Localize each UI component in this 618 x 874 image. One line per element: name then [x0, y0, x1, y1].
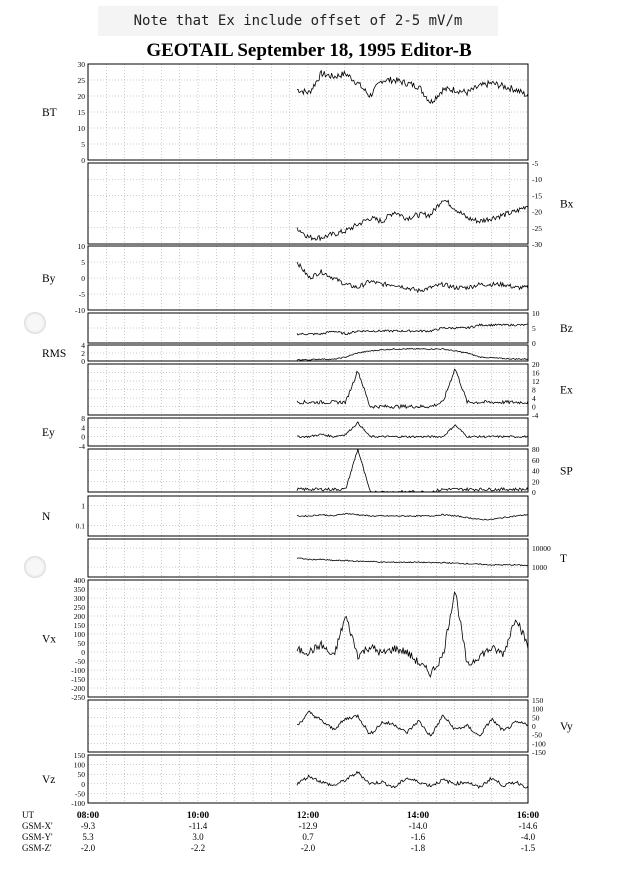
panel-frame: [88, 418, 528, 446]
data-trace-bx: [297, 200, 528, 240]
tick-label-ey: -4: [78, 442, 85, 451]
tick-label-vy: -50: [532, 730, 542, 740]
panel-label-vz: Vz: [42, 774, 56, 786]
gsm-z-value: -2.0: [80, 843, 96, 853]
tick-label-sp: 20: [532, 477, 540, 487]
tick-label-vx: 100: [73, 630, 85, 639]
tick-label-vx: 50: [77, 639, 85, 648]
orbit-row-label: GSM-X': [22, 821, 53, 831]
tick-label-sp: 60: [532, 455, 540, 465]
gsm-z-value: -2.0: [300, 843, 316, 853]
ut-tick-label: 12:00: [296, 811, 320, 821]
gsm-x-value: -9.3: [80, 821, 96, 831]
tick-label-ey: 0: [81, 432, 85, 442]
panel-label-ex: Ex: [560, 384, 573, 397]
tick-label-by: 5: [81, 258, 85, 267]
orbit-row-label: GSM-Y': [22, 832, 53, 842]
tick-label-bt: 30: [77, 60, 85, 69]
tick-label-vy: -100: [532, 739, 546, 749]
panel-bz: [88, 313, 528, 343]
tick-label-rms: 0: [81, 357, 85, 366]
panel-sp: [88, 449, 528, 492]
tick-label-vz: -100: [71, 799, 85, 808]
panel-ey: [88, 418, 528, 446]
tick-label-ey: 8: [81, 414, 85, 423]
tick-label-ex: -4: [532, 411, 539, 420]
panel-label-by: By: [42, 273, 56, 285]
gsm-z-value: -1.5: [520, 843, 536, 853]
gsm-z-value: -2.2: [190, 843, 206, 853]
tick-label-t: 1000: [532, 563, 547, 573]
ut-tick-label: 08:00: [76, 811, 100, 821]
tick-label-vy: 0: [532, 722, 536, 731]
tick-label-vx: -250: [71, 693, 85, 702]
tick-label-rms: 4: [81, 341, 85, 350]
tick-label-bx: -15: [532, 191, 542, 201]
tick-label-bt: 5: [81, 140, 85, 149]
tick-label-ey: 4: [81, 423, 85, 433]
handwritten-note: Note that Ex include offset of 2-5 mV/m: [98, 6, 498, 36]
gsm-y-value: 0.7: [302, 832, 314, 842]
tick-label-ex: 0: [532, 402, 536, 412]
data-trace-t: [297, 558, 528, 566]
tick-label-by: -5: [78, 290, 85, 299]
chart-title: GEOTAIL September 18, 1995 Editor-B: [146, 40, 472, 61]
tick-label-vy: 150: [532, 696, 544, 705]
gsm-x-value: -14.0: [408, 821, 428, 831]
data-trace-vx: [297, 592, 528, 677]
tick-label-vz: 150: [73, 751, 85, 760]
tick-label-vz: 100: [73, 760, 85, 770]
data-trace-ex: [297, 369, 528, 408]
data-trace-n: [297, 513, 528, 520]
tick-label-by: 0: [81, 274, 85, 283]
tick-label-bx: -20: [532, 207, 542, 217]
panel-label-n: N: [42, 511, 51, 523]
tick-label-bt: 15: [77, 108, 85, 117]
panel-label-bz: Bz: [560, 323, 573, 335]
tick-label-sp: 0: [532, 488, 536, 497]
panel-label-vy: Vy: [560, 721, 573, 733]
tick-label-by: -10: [75, 306, 85, 315]
tick-label-by: 10: [77, 242, 85, 251]
ut-tick-label: 14:00: [406, 811, 430, 821]
tick-label-bx: -10: [532, 175, 542, 185]
data-trace-rms: [297, 349, 528, 361]
tick-label-ex: 16: [532, 368, 540, 378]
tick-label-ex: 20: [532, 360, 540, 369]
ut-tick-label: 16:00: [516, 811, 540, 821]
tick-label-n: 1: [81, 501, 85, 511]
tick-label-vx: 0: [81, 648, 85, 657]
tick-label-bz: 5: [532, 324, 536, 333]
panel-rms: [88, 345, 528, 361]
tick-label-vy: 50: [532, 713, 540, 723]
panel-bx: [88, 163, 528, 244]
gsm-z-value: -1.8: [410, 843, 426, 853]
tick-label-vx: 200: [73, 612, 85, 621]
tick-label-vx: -150: [71, 675, 85, 684]
panel-ex: [88, 364, 528, 415]
tick-label-n: 0.1: [75, 521, 85, 531]
panel-label-bt: BT: [42, 107, 57, 119]
tick-label-vz: 50: [77, 770, 85, 780]
panel-vx: [88, 580, 528, 697]
tick-label-bt: 0: [81, 156, 85, 165]
tick-label-sp: 80: [532, 445, 540, 454]
tick-label-vx: -200: [71, 684, 85, 693]
panel-label-bx: Bx: [560, 198, 574, 211]
tick-label-vx: 250: [73, 603, 85, 612]
panel-label-vx: Vx: [42, 633, 57, 646]
orbit-row-label: GSM-Z': [22, 843, 52, 853]
tick-label-t: 10000: [532, 544, 551, 554]
tick-label-ex: 12: [532, 377, 540, 386]
panel-vy: [88, 700, 528, 752]
tick-label-vx: 400: [73, 576, 85, 585]
tick-label-vx: -50: [75, 657, 85, 666]
panel-n: [88, 496, 528, 536]
panel-label-sp: SP: [560, 465, 573, 478]
tick-label-rms: 2: [81, 349, 85, 358]
data-trace-by: [297, 262, 528, 292]
orbit-row-label: UT: [22, 810, 34, 820]
tick-label-vz: -50: [75, 789, 85, 799]
tick-label-bt: 25: [77, 76, 85, 85]
tick-label-vx: 300: [73, 594, 85, 603]
tick-label-vy: 100: [532, 704, 544, 714]
tick-label-vy: -150: [532, 748, 546, 757]
tick-label-vx: 150: [73, 621, 85, 630]
panel-t: [88, 539, 528, 577]
tick-label-vx: 350: [73, 585, 85, 594]
gsm-y-value: 3.0: [192, 832, 204, 842]
tick-label-bx: -30: [532, 240, 542, 249]
tick-label-bt: 20: [77, 92, 85, 101]
tick-label-ex: 4: [532, 394, 536, 403]
panel-label-t: T: [560, 553, 568, 565]
tick-label-ex: 8: [532, 385, 536, 395]
panel-bt: [88, 64, 528, 160]
tick-label-bz: 0: [532, 339, 536, 348]
gsm-x-value: -11.4: [188, 821, 208, 831]
ut-tick-label: 10:00: [186, 811, 210, 821]
tick-label-bz: 10: [532, 309, 540, 318]
gsm-x-value: -12.9: [298, 821, 318, 831]
data-trace-vy: [297, 711, 528, 736]
gsm-x-value: -14.6: [518, 821, 538, 831]
tick-label-vx: -100: [71, 666, 85, 675]
panel-label-ey: Ey: [42, 427, 55, 439]
data-trace-ey: [297, 422, 528, 438]
gsm-y-value: 5.3: [82, 832, 94, 842]
tick-label-bx: -25: [532, 223, 542, 233]
tick-label-bx: -5: [532, 159, 539, 168]
panel-label-rms: RMS: [42, 348, 67, 360]
tick-label-bt: 10: [77, 124, 85, 133]
tick-label-vz: 0: [81, 779, 85, 789]
gsm-y-value: -1.6: [410, 832, 426, 842]
panel-vz: [88, 755, 528, 803]
data-trace-bt: [297, 71, 528, 104]
panel-by: [88, 246, 528, 310]
data-trace-bz: [297, 324, 528, 335]
gsm-y-value: -4.0: [520, 832, 536, 842]
tick-label-sp: 40: [532, 466, 540, 476]
